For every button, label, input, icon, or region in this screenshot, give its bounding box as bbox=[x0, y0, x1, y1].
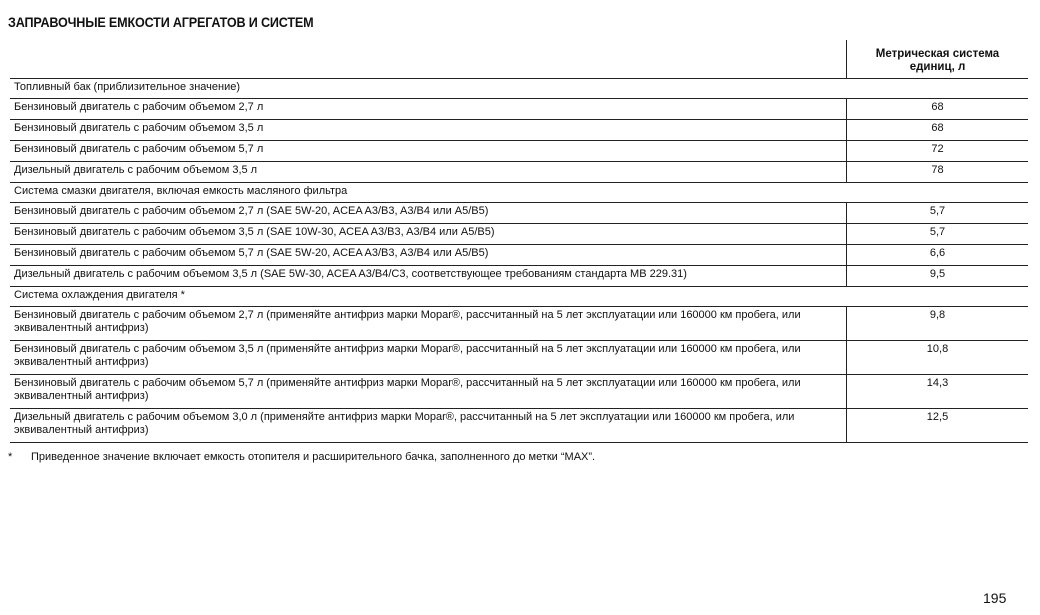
table-row bbox=[10, 341, 1028, 375]
row-label-line2: эквивалентный антифриз) bbox=[14, 356, 149, 368]
header-label-cell bbox=[10, 40, 847, 79]
row-value: 6,6 bbox=[847, 245, 1029, 266]
row-value: 9,5 bbox=[847, 266, 1029, 287]
row-value: 68 bbox=[847, 120, 1029, 141]
row-value: 10,8 bbox=[847, 341, 1029, 375]
table-row bbox=[10, 162, 1028, 183]
row-label: Бензиновый двигатель с рабочим объемом 2,7 л bbox=[10, 99, 847, 120]
row-label-line2: эквивалентный антифриз) bbox=[14, 424, 149, 436]
table-row bbox=[10, 375, 1028, 409]
table-header-row bbox=[10, 40, 1028, 79]
table-row bbox=[10, 99, 1028, 120]
section-row-fuel-tank bbox=[10, 79, 1028, 99]
footnote bbox=[8, 451, 595, 463]
section-title: Система смазки двигателя, включая емкость масляного фильтра bbox=[10, 183, 1028, 203]
row-value: 78 bbox=[847, 162, 1029, 183]
page-number: 195 bbox=[983, 590, 1007, 606]
footnote-text: Приведенное значение включает емкость отопителя и расширительного бачка, заполненного до метки “MAX”. bbox=[31, 451, 596, 463]
row-value: 68 bbox=[847, 99, 1029, 120]
row-value: 72 bbox=[847, 141, 1029, 162]
table-row bbox=[10, 409, 1028, 443]
header-units-line2: единиц, л bbox=[909, 60, 966, 73]
section-row-cooling bbox=[10, 287, 1028, 307]
table-row bbox=[10, 266, 1028, 287]
row-label bbox=[10, 307, 847, 341]
row-label bbox=[10, 409, 847, 443]
row-label-line1: Бензиновый двигатель с рабочим объемом 3,5 л (применяйте антифриз марки Mopar®, рассчитанный на 5 лет эксплуатации или 160000 км пробега, или bbox=[14, 343, 801, 355]
row-label-line1: Бензиновый двигатель с рабочим объемом 5,7 л (применяйте антифриз марки Mopar®, рассчитанный на 5 лет эксплуатации или 160000 км пробега, или bbox=[14, 377, 801, 389]
row-value: 12,5 bbox=[847, 409, 1029, 443]
row-label-line1: Бензиновый двигатель с рабочим объемом 2,7 л (применяйте антифриз марки Mopar®, рассчитанный на 5 лет эксплуатации или 160000 км пробега, или bbox=[14, 309, 801, 321]
section-title: Топливный бак (приблизительное значение) bbox=[10, 79, 1028, 99]
page-title: ЗАПРАВОЧНЫЕ ЕМКОСТИ АГРЕГАТОВ И СИСТЕМ bbox=[8, 14, 314, 30]
row-value: 9,8 bbox=[847, 307, 1029, 341]
row-label-line1: Дизельный двигатель с рабочим объемом 3,0 л (применяйте антифриз марки Mopar®, рассчитанный на 5 лет эксплуатации или 160000 км пробега, или bbox=[14, 411, 795, 423]
row-label: Бензиновый двигатель с рабочим объемом 5,7 л bbox=[10, 141, 847, 162]
table-row bbox=[10, 224, 1028, 245]
footnote-mark: * bbox=[8, 451, 13, 463]
row-label: Бензиновый двигатель с рабочим объемом 3,5 л (SAE 10W-30, ACEA A3/B3, A3/B4 или A5/B5) bbox=[10, 224, 847, 245]
row-label-line2: эквивалентный антифриз) bbox=[14, 322, 149, 334]
row-label: Бензиновый двигатель с рабочим объемом 3,5 л bbox=[10, 120, 847, 141]
header-units-line1: Метрическая система bbox=[875, 47, 1000, 60]
section-title: Система охлаждения двигателя * bbox=[10, 287, 1028, 307]
row-label-line2: эквивалентный антифриз) bbox=[14, 390, 149, 402]
row-label bbox=[10, 341, 847, 375]
row-value: 5,7 bbox=[847, 203, 1029, 224]
capacities-table bbox=[10, 40, 1028, 443]
table-row bbox=[10, 245, 1028, 266]
row-label: Дизельный двигатель с рабочим объемом 3,5 л bbox=[10, 162, 847, 183]
row-label: Бензиновый двигатель с рабочим объемом 2,7 л (SAE 5W-20, ACEA A3/B3, A3/B4 или A5/B5) bbox=[10, 203, 847, 224]
table-row bbox=[10, 141, 1028, 162]
section-row-lubrication bbox=[10, 183, 1028, 203]
header-units-cell bbox=[847, 40, 1029, 79]
row-label: Бензиновый двигатель с рабочим объемом 5,7 л (SAE 5W-20, ACEA A3/B3, A3/B4 или A5/B5) bbox=[10, 245, 847, 266]
table-row bbox=[10, 203, 1028, 224]
row-label bbox=[10, 375, 847, 409]
table-row bbox=[10, 120, 1028, 141]
table-row bbox=[10, 307, 1028, 341]
row-value: 5,7 bbox=[847, 224, 1029, 245]
row-value: 14,3 bbox=[847, 375, 1029, 409]
row-label: Дизельный двигатель с рабочим объемом 3,5 л (SAE 5W-30, ACEA A3/B4/C3, соответствующее требованиям стандарта MB 229.31) bbox=[10, 266, 847, 287]
